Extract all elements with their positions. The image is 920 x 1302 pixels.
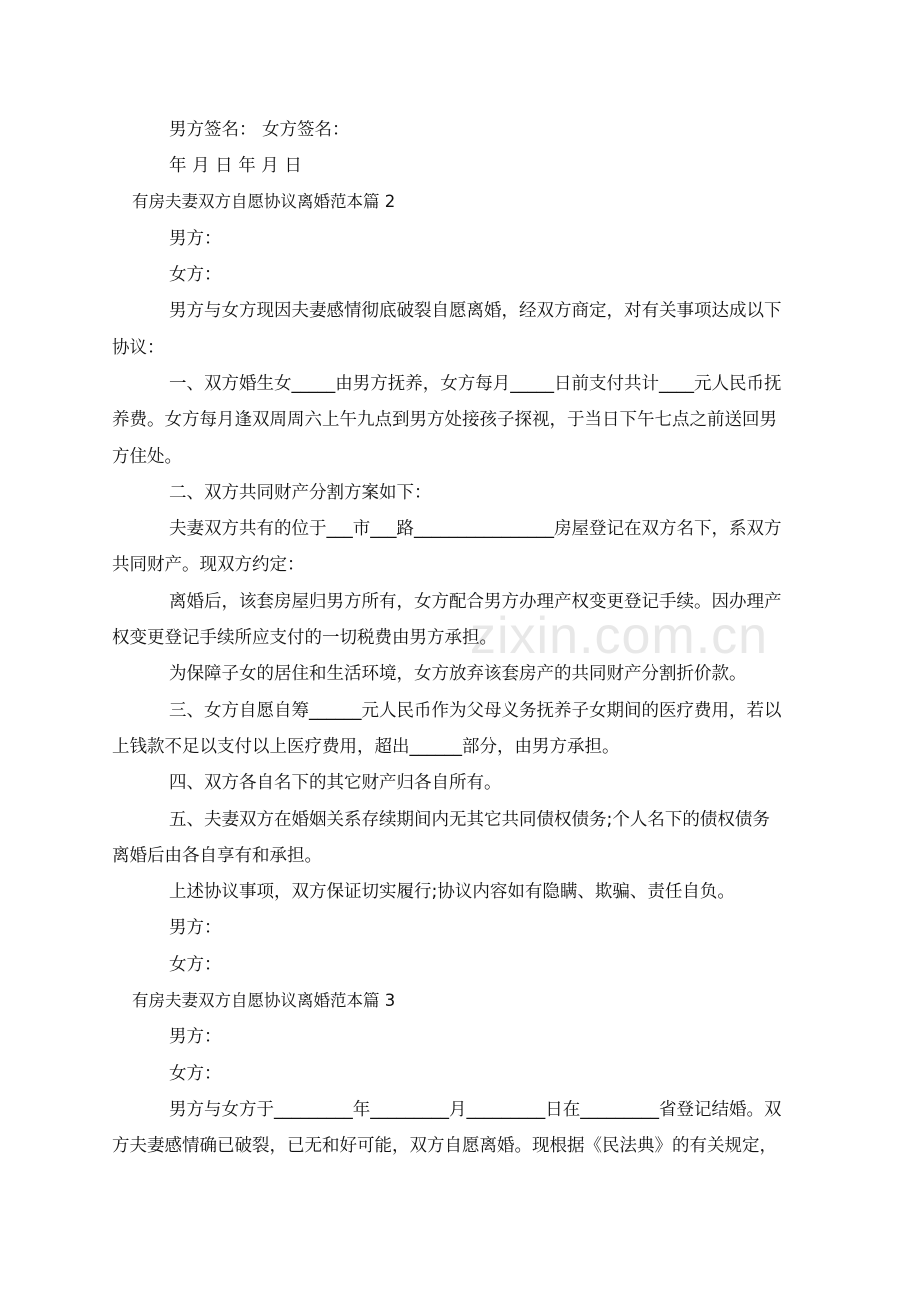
text-line: 二、双方共同财产分割方案如下： [169, 483, 432, 503]
text-line: 男方： [169, 918, 222, 938]
signature-line: 男方签名： 女方签名： [169, 120, 350, 140]
text-line: 女方： [169, 955, 222, 975]
text-line: 男方： [169, 1027, 222, 1047]
text-line: 离婚后由各自享有和承担。 [112, 846, 322, 866]
section-title-3: 有房夫妻双方自愿协议离婚范本篇 3 [132, 991, 396, 1010]
text-line: 协议： [112, 338, 165, 358]
text-line: 夫妻双方共有的位于___市___路________________房屋登记在双方名下，系双方 [169, 519, 782, 539]
text-line: 男方： [169, 229, 222, 249]
text-line: 方住处。 [112, 447, 182, 467]
text-line: 养费。女方每月逢双周周六上午九点到男方处接孩子探视，于当日下午七点之前送回男 [112, 410, 777, 430]
text-line: 女方： [169, 265, 222, 285]
text-line: 共同财产。现双方约定： [112, 555, 305, 575]
text-line: 一、双方婚生女_____由男方抚养，女方每月_____日前支付共计____元人民币抚 [169, 374, 782, 394]
text-line: 男方与女方现因夫妻感情彻底破裂自愿离婚，经双方商定，对有关事项达成以下 [169, 301, 782, 321]
text-line: 为保障子女的居住和生活环境，女方放弃该套房产的共同财产分割折价款。 [169, 664, 747, 684]
text-line: 方夫妻感情确已破裂，已无和好可能，双方自愿离婚。现根据《民法典》的有关规定， [112, 1136, 777, 1156]
text-line: 四、双方各自名下的其它财产归各自所有。 [169, 773, 502, 793]
text-line: 离婚后，该套房屋归男方所有，女方配合男方办理产权变更登记手续。因办理产 [169, 592, 782, 612]
text-line: 女方： [169, 1064, 222, 1084]
text-line: 权变更登记手续所应支付的一切税费由男方承担。 [112, 628, 497, 648]
text-line: 三、女方自愿自筹______元人民币作为父母义务抚养子女期间的医疗费用，若以 [169, 701, 782, 721]
text-line: 五、夫妻双方在婚姻关系存续期间内无其它共同债权债务;个人名下的债权债务 [169, 810, 770, 830]
text-line: 男方与女方于_________年_________月_________日在_________省登记结婚。双 [169, 1100, 782, 1120]
text-line: 上述协议事项，双方保证切实履行;协议内容如有隐瞒、欺骗、责任自负。 [169, 882, 735, 902]
text-line: 上钱款不足以支付以上医疗费用，超出______部分，由男方承担。 [112, 737, 620, 757]
section-title-2: 有房夫妻双方自愿协议离婚范本篇 2 [132, 192, 396, 211]
watermark: zixin.com.cn [470, 607, 769, 665]
date-line: 年 月 日 年 月 日 [169, 156, 302, 176]
